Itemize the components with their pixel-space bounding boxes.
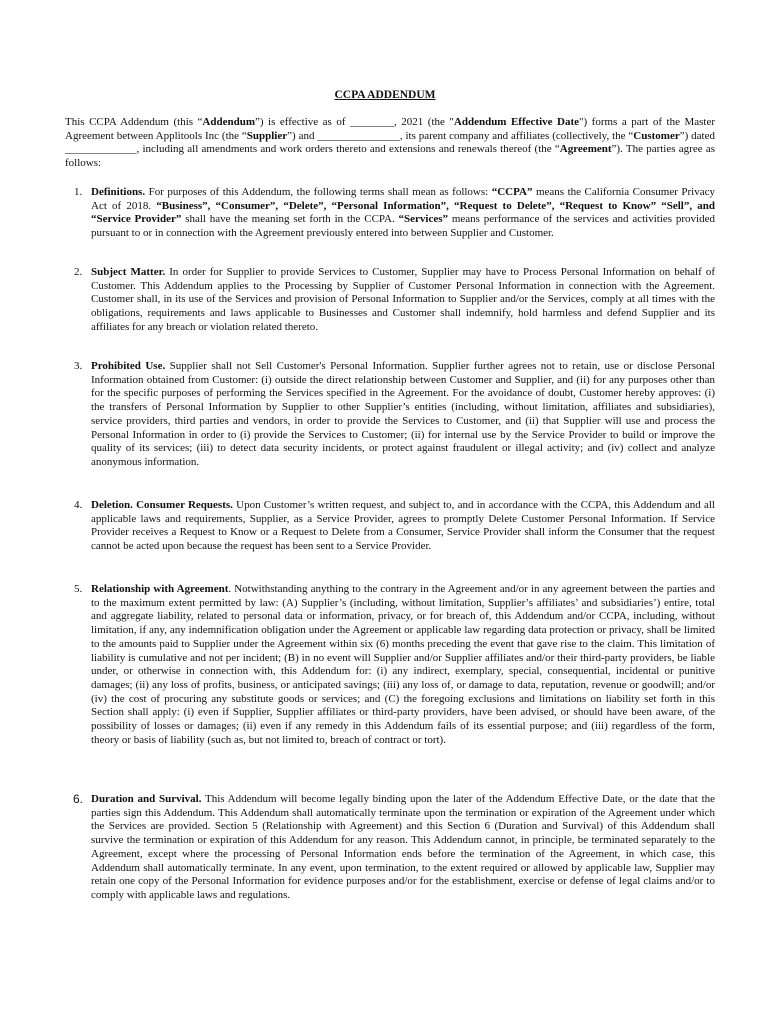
- section-text: shall have the meaning set forth in the CCPA.: [181, 213, 399, 226]
- defined-term: Addendum: [202, 116, 255, 128]
- defined-term: “Business”, “Consumer”, “Delete”, “Personal Information”, “Request to Delete”, “Request to Know” “Sell”, and “Service Provider”: [91, 199, 716, 226]
- section-text: In order for Supplier to provide Services to Customer, Supplier may have to Process Personal Information on behalf of Customer. This Addendum applies to the Processing by Supplier of Customer Personal Information in connection with the Agreement. Customer shall, in its use of the Services and provision of Personal Information to Supplier and/or the Services, comply at all times with the obligations, requirements and laws applicable to Businesses and Customer shall indemnify, hold harmless and defend Supplier and its affiliates for any breach or violation related thereto.: [91, 266, 715, 333]
- section-text: Supplier shall not Sell Customer's Personal Information. Supplier further agrees not to retain, use or disclose Personal Information obtained from Customer: (i) outside the direct relationship between Customer and Supplier, and (ii) for any purposes other than for the specific purposes of performing the Services specified in the Agreement. For the avoidance of doubt, Customer hereby approves: (i) the transfers of Personal Information by Supplier to other Supplier’s entities (including, without limitation, affiliates and subsidiaries), service providers, third parties and vendors, in order to provide the Services to Customer, and (ii) that Supplier will use and process the Personal Information in order to (i) provide the Services to Customer; (ii) for internal use by the Service Provider to build or improve the quality of its services; (iii) to detect data security incidents, or protect against fraudulent or illegal activity; and (iv) collect and analyze anonymous information.: [91, 360, 715, 468]
- section-text: For purposes of this Addendum, the following terms shall mean as follows:: [145, 186, 492, 198]
- section-text: This Addendum will become legally binding upon the later of the Addendum Effective Date, or the date that the parties sign this Addendum. This Addendum shall automatically terminate upon the termination or expiration of the Agreement under which the Services are provided. Section 5 (Relationship with Agreement) and this Section 6 (Duration and Survival) of this Addendum shall survive the termination or expiration of this Addendum for any reason. This Addendum cannot, in principle, be terminated separately to the Agreement, except where the processing of Personal Information ends before the termination of the Agreement, in which case, this Addendum shall automatically terminate. In any event, upon termination, to the extent required or allowed by applicable law, Supplier may retain one copy of the Personal Information for evidence purposes and/or for the establishment, exercise or defense of legal claims and/or to comply with applicable laws and regulations.: [91, 793, 716, 901]
- defined-term: Agreement: [559, 143, 612, 156]
- section-text: Upon Customer’s written request, and subject to, and in accordance with the CCPA, this Addendum and all applicable laws and requirements, Supplier, as a Service Provider, agrees to promptly Delete Customer Personal Information. If Service Provider receives a Request to Know or a Request to Delete from a Consumer, Service Provider shall inform the Consumer that the request cannot be acted upon because the request has been sent to a Service Provider.: [91, 499, 715, 553]
- intro-text: ”) is effective as of ________, 2021 (the ": [255, 116, 454, 128]
- section-number: 2.: [74, 266, 83, 278]
- section-text: means performance of the services and activities provided pursuant to or in connection with the Agreement previously entered into between Supplier and Customer.: [91, 213, 715, 240]
- section-body: [91, 499, 715, 554]
- defined-term: Supplier: [246, 129, 288, 142]
- section-number: 4.: [74, 499, 83, 511]
- intro-text: ") forms a part of the Master Agreement between Applitools Inc (the “: [65, 116, 716, 142]
- section-duration: [65, 793, 715, 903]
- section-heading: Prohibited Use.: [91, 360, 166, 372]
- section-subject-matter: [65, 266, 715, 335]
- intro-text: ”) dated _____________, including all amendments and work orders thereto and extensions and renewals thereof (the “: [65, 129, 715, 156]
- defined-term: “CCPA”: [491, 186, 533, 198]
- section-relationship: [65, 583, 715, 747]
- section-number: 5.: [74, 583, 83, 595]
- section-heading: Definitions.: [91, 186, 146, 198]
- section-heading: Relationship with Agreement: [91, 583, 229, 595]
- intro-text: ”). The parties agree as follows:: [65, 143, 715, 170]
- defined-term: Customer: [633, 129, 680, 142]
- intro-paragraph: [65, 116, 715, 171]
- section-body: [91, 266, 715, 335]
- section-definitions: [65, 186, 715, 241]
- section-body: [91, 186, 715, 241]
- section-body: [91, 793, 715, 903]
- intro-text: ”) and _______________, its parent company and affiliates (collectively, the “: [287, 129, 634, 142]
- section-number: 1.: [74, 186, 83, 198]
- section-body: [91, 360, 715, 470]
- defined-term: Addendum Effective Date: [453, 116, 580, 128]
- section-number: 6.: [73, 792, 84, 806]
- section-number: 3.: [74, 360, 83, 372]
- document-title: CCPA ADDENDUM: [334, 89, 436, 101]
- section-text: . Notwithstanding anything to the contrary in the Agreement and/or in any agreement between the parties and to the maximum extent permitted by law: (A) Supplier’s (including, without limitation, Supplier’s affiliates’ and subsidiaries’) entire, total and aggregate liability, related to personal data or information, privacy, or for breach of, this Addendum and/or CCPA, including, without limitation, if any, any indemnification obligation under the Agreement or applicable law regarding data protection or privacy, shall be limited to the amounts paid to Supplier under the Agreement within six (6) months preceding the event that gave rise to the claim. This limitation of liability is cumulative and not per incident; (B) in no event will Supplier and/or Supplier affiliates and/or their third-party providers, be liable under, or otherwise in connection with, this Addendum for: (i) any indirect, exemplary, special, consequential, incidental or punitive damages; (ii) any loss of profits, business, or anticipated savings; (iii) any loss of, or damage to data, reputation, revenue or goodwill; and/or (iv) the cost of procuring any substitute goods or services; and (C) the foregoing exclusions and limitations on liability set forth in this Section shall apply: (i) even if Supplier, Supplier affiliates or third-party providers, have been advised, or should have been aware, of the possibility of losses or damages; (ii) even if any remedy in this Addendum fails of its essential purpose; and (iii) regardless of the form, theory or basis of liability (such as, but not limited to, breach of contract or tort).: [91, 583, 715, 746]
- section-heading: Subject Matter.: [91, 266, 166, 278]
- section-deletion: [65, 499, 715, 554]
- section-body: [91, 583, 715, 747]
- defined-term: “Services”: [398, 213, 449, 226]
- section-heading: Deletion. Consumer Requests.: [91, 499, 233, 511]
- section-text: means the California Consumer Privacy Act of 2018.: [91, 186, 715, 212]
- intro-text: This CCPA Addendum (this “: [65, 116, 203, 128]
- section-prohibited-use: [65, 360, 715, 470]
- section-heading: Duration and Survival.: [91, 793, 202, 805]
